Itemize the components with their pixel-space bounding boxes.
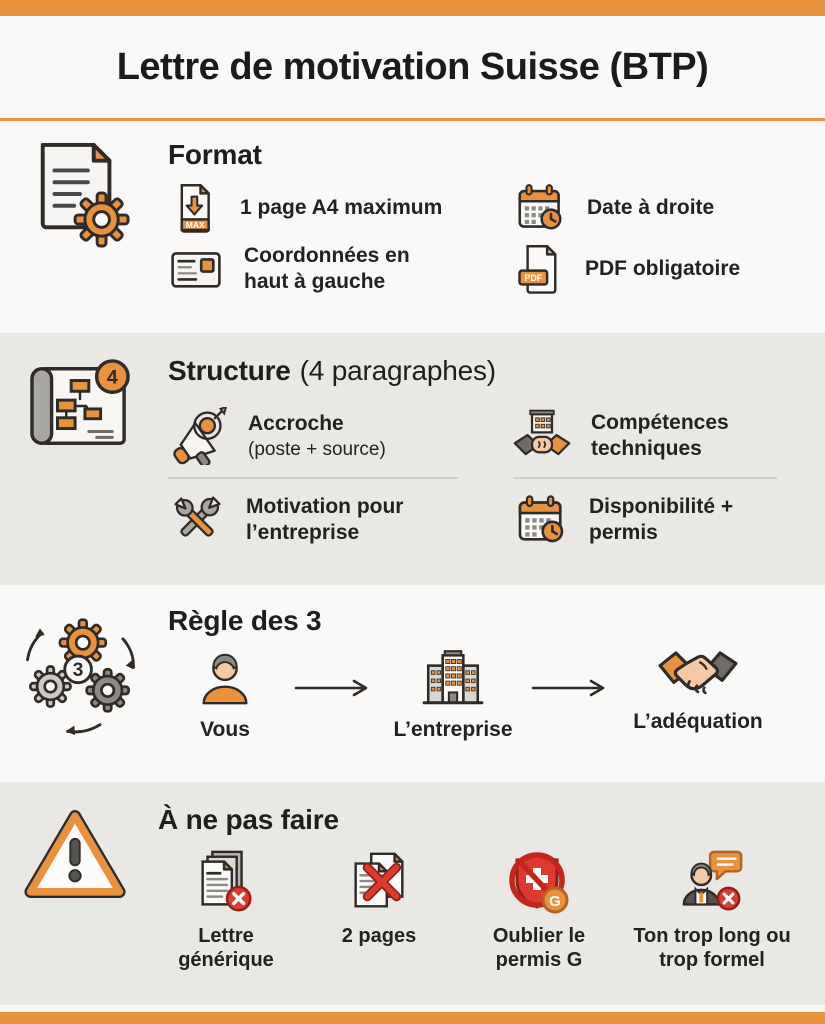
- step-label: Vous: [200, 718, 250, 741]
- rule-of-three-flow: [168, 647, 825, 743]
- svg-text:4: 4: [106, 366, 118, 389]
- warning-triangle-icon: [0, 782, 150, 1005]
- format-items: [168, 181, 825, 295]
- dont-item-lettre-generique: [158, 848, 294, 973]
- crossed-tools-icon: [168, 491, 226, 549]
- structure-item-label: Disponibilité + permis: [589, 495, 734, 544]
- structure-item-competences: [513, 395, 777, 477]
- handshake-icon: [658, 647, 738, 701]
- document-gear-icon: [0, 121, 160, 333]
- permit-g-icon: [503, 848, 575, 918]
- step-adequation: [633, 647, 763, 735]
- dont-item-permis-g: [464, 848, 614, 973]
- format-item-label: Date à droite: [587, 196, 715, 220]
- format-item-label: PDF obligatoire: [585, 257, 741, 281]
- bottom-accent-bar: [0, 1012, 825, 1024]
- format-heading: Format: [168, 139, 262, 170]
- calendar-clock-icon: [513, 181, 567, 235]
- structure-items: [168, 395, 825, 561]
- svg-text:PDF: PDF: [524, 273, 543, 284]
- svg-text:G: G: [549, 893, 561, 910]
- dont-item-label: Ton trop long ou trop formel: [633, 925, 791, 972]
- bottom-gap: [0, 1005, 825, 1012]
- dont-item-label: Oublier le permis G: [492, 925, 586, 972]
- contact-card-icon: [168, 243, 224, 295]
- structure-item-motivation: [168, 477, 458, 561]
- formal-tone-icon: [677, 848, 747, 918]
- company-building-icon: [420, 647, 486, 709]
- donts-items: [158, 848, 825, 973]
- pdf-file-icon: [513, 243, 565, 295]
- three-gears-icon: [0, 585, 160, 782]
- megaphone-icon: [168, 407, 228, 465]
- rule-of-three-heading: Règle des 3: [168, 605, 322, 636]
- format-item-page-max: [168, 181, 513, 235]
- structure-heading-suffix: (4 paragraphes): [299, 355, 496, 386]
- step-entreprise: [393, 647, 513, 743]
- format-item-date: [513, 181, 825, 235]
- structure-heading: Structure (4 paragraphes): [168, 355, 496, 386]
- page-title: Lettre de motivation Suisse (BTP): [116, 45, 709, 88]
- svg-text:3: 3: [72, 660, 84, 682]
- calendar-clock-icon: [513, 492, 569, 548]
- svg-text:MAX: MAX: [185, 219, 205, 230]
- section-rule-of-three: [0, 585, 825, 782]
- two-pages-icon: [344, 848, 414, 918]
- dont-item-2-pages: [306, 848, 452, 973]
- step-label: L’entreprise: [393, 718, 513, 741]
- format-item-pdf: [513, 243, 825, 295]
- flow-arrow-icon: [270, 679, 398, 697]
- title-band: [0, 16, 825, 118]
- step-vous: [180, 647, 270, 743]
- person-icon: [194, 647, 256, 709]
- structure-item-label: Accroche (poste + source): [248, 411, 386, 461]
- donts-heading: À ne pas faire: [158, 804, 339, 835]
- structure-item-label: Motivation pour l’entreprise: [246, 495, 404, 544]
- top-accent-bar: [0, 0, 825, 16]
- format-item-label: Coordonnées en haut à gauche: [244, 244, 410, 293]
- structure-item-sublabel: (poste + source): [248, 439, 386, 461]
- dont-item-label: Lettre générique: [178, 925, 274, 972]
- building-handshake-icon: [513, 407, 571, 465]
- flow-arrow-icon: [508, 679, 633, 697]
- generic-letter-icon: [191, 848, 261, 918]
- format-item-label: 1 page A4 maximum: [240, 196, 443, 220]
- structure-item-disponibilite: [513, 477, 777, 561]
- section-structure: [0, 333, 825, 585]
- section-format: [0, 121, 825, 333]
- format-item-coordonnees: [168, 243, 513, 295]
- structure-item-accroche: [168, 395, 458, 477]
- page-max-icon: [168, 182, 220, 234]
- structure-item-label: Compétences techniques: [591, 411, 729, 460]
- step-label: L’adéquation: [633, 710, 763, 733]
- dont-item-ton-formel: [626, 848, 798, 973]
- blueprint-icon: [0, 333, 160, 585]
- dont-item-label: 2 pages: [341, 925, 417, 947]
- section-donts: [0, 782, 825, 1005]
